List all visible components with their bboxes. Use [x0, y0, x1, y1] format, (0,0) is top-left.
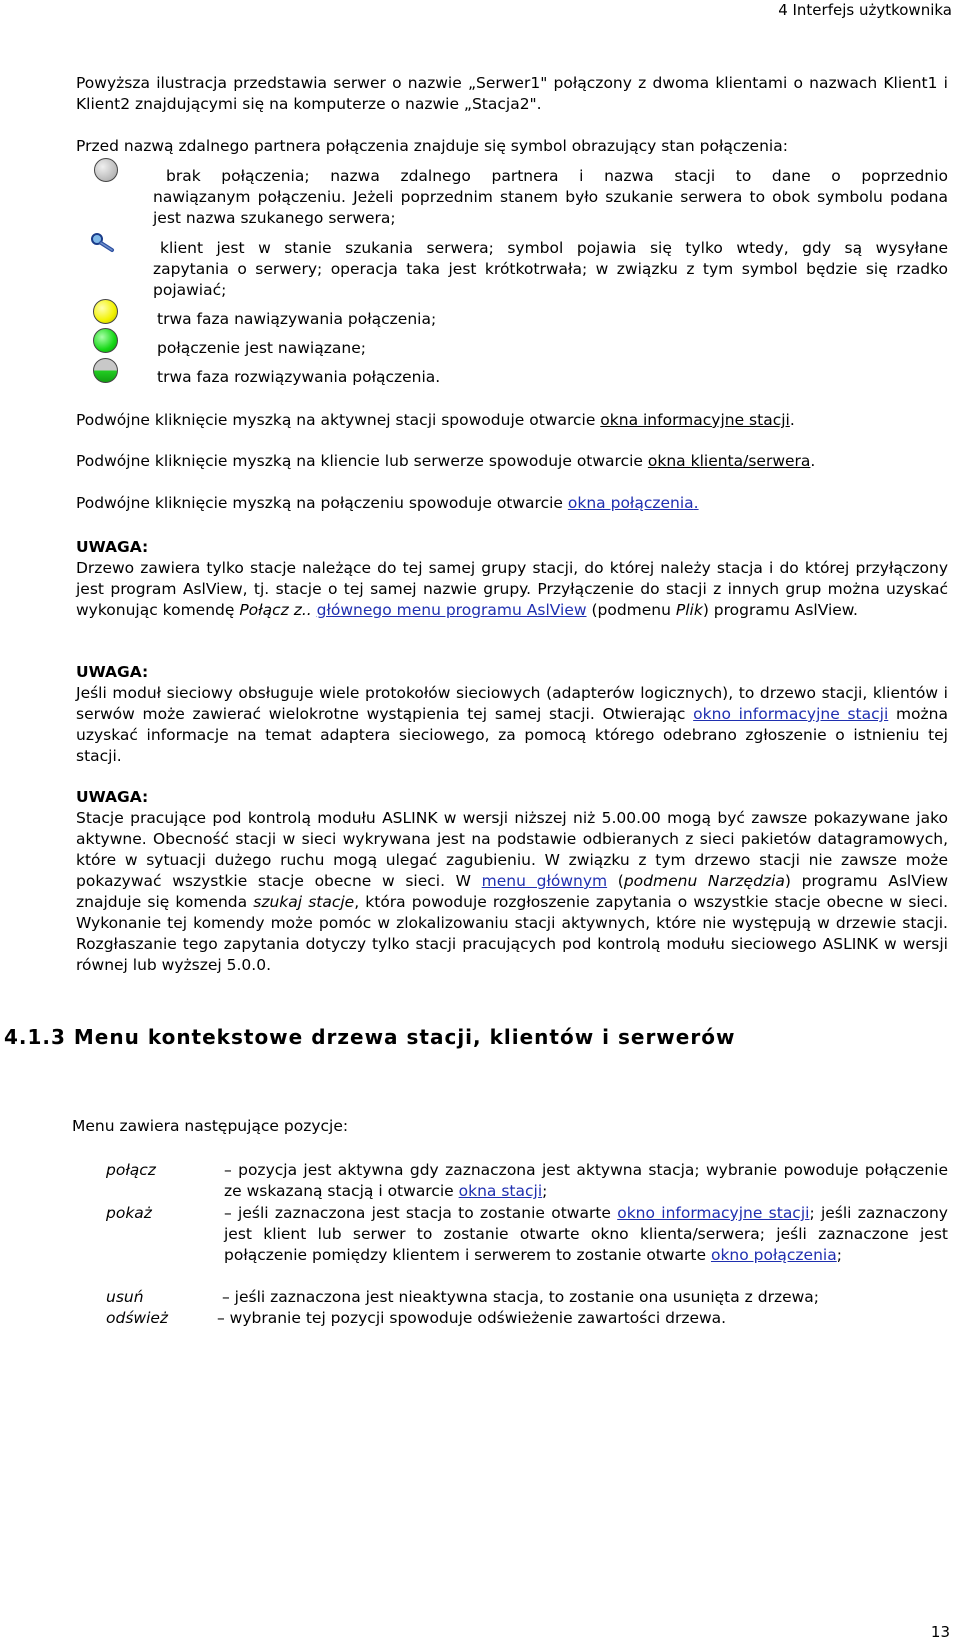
warning-2-paragraph — [76, 683, 948, 767]
dblclick-station-text: Podwójne kliknięcie myszką na aktywnej stacji spowoduje otwarcie — [76, 411, 601, 429]
warning-label-1: UWAGA: — [76, 538, 149, 556]
menu-desc-show — [224, 1203, 948, 1266]
dblclick-station-paragraph — [76, 410, 948, 431]
green-circle-icon — [93, 328, 118, 353]
chapter-header: 4 Interfejs użytkownika — [778, 1, 952, 19]
main-menu-link[interactable]: głównego menu programu AslView — [316, 601, 587, 619]
state-no-connection-line1: brak połączenia; nazwa zdalnego partnera i nazwa stacji to dane o poprzednio — [166, 167, 948, 185]
state-disconnecting: trwa faza rozwiązywania połączenia. — [157, 368, 441, 386]
client-server-link[interactable]: okna klienta/serwera — [647, 452, 811, 470]
state-no-connection-rest: nawiązanym połączeniu. Jeżeli poprzednim stanem było szukanie serwera to obok symbolu podana jest nazwa szukanego serwera; — [153, 188, 948, 227]
station-window-link[interactable]: okna stacji — [458, 1182, 543, 1200]
warning-label-2: UWAGA: — [76, 663, 149, 681]
menu-term-connect: połącz — [106, 1161, 156, 1179]
main-menu-link-2[interactable]: menu głównym — [481, 872, 608, 890]
menu-term-delete: usuń — [106, 1288, 144, 1306]
station-info-link-menu[interactable]: okno informacyjne stacji — [617, 1204, 810, 1222]
menu-term-refresh: odśwież — [106, 1309, 169, 1327]
connection-window-link-menu[interactable]: okno połączenia — [710, 1246, 837, 1264]
connection-window-link[interactable]: okna połączenia — [567, 494, 694, 512]
station-info-link[interactable]: okna informacyjne stacji — [600, 411, 790, 429]
menu-desc-show-text-b: ; jeśli zaznaczony jest klient lub serwer to zostanie otwarte okno klienta/serwera; jeśli zaznaczone jest połączenie pomiędzy klientem i serwerem to zostanie otwarte — [224, 1204, 948, 1264]
warning-2-text: Jeśli moduł sieciowy obsługuje wiele protokołów sieciowych (adapterów logicznych), to drzewo stacji, klientów i serwów może zawierać wielokrotne wystąpienia tej samej stacji. Otwierając — [76, 684, 948, 723]
dblclick-connection-suffix: . — [693, 494, 699, 512]
intro-paragraph: Powyższa ilustracja przedstawia serwer o nazwie „Serwer1" połączony z dwoma klientami o nazwach Klient1 i Klient2 znajdującymi się na komputerze o nazwie „Stacja2". — [76, 74, 948, 113]
gray-circle-icon — [94, 158, 118, 182]
file-submenu: Plik — [675, 601, 703, 619]
dblclick-client-paragraph — [76, 451, 948, 472]
menu-desc-delete: – jeśli zaznaczona jest nieaktywna stacja, to zostanie ona usunięta z drzewa; — [222, 1288, 820, 1306]
station-info-window-link[interactable]: okno informacyjne stacji — [693, 705, 889, 723]
tools-submenu: podmenu Narzędzia — [623, 872, 785, 890]
state-searching-line1: klient jest w stanie szukania serwera; symbol pojawia się tylko wtedy, gdy są wysyłane — [160, 239, 948, 257]
warning-3-paragraph — [76, 808, 948, 976]
state-connecting: trwa faza nawiązywania połączenia; — [157, 310, 437, 328]
menu-desc-connect — [224, 1160, 948, 1202]
warning-3-text: Stacje pracujące pod kontrolą modułu ASLINK w wersji niższej niż 5.00.00 mogą być zawsze pokazywane jako aktywne. Obecność stacji w sieci wykrywana jest na podstawie odbieranych z sieci pakietów datagramowych, które w sytuacji dużego ruchu mogą ulegać zagubieniu. W związku z tym drzewo stacji nie zawsze może pokazywać wszystkie stacje obecne w sieci. W — [76, 809, 948, 890]
section-title: 4.1.3 Menu kontekstowe drzewa stacji, klientów i serwerów — [4, 1025, 736, 1049]
warning-label-3: UWAGA: — [76, 788, 149, 806]
magnifier-icon — [90, 232, 116, 254]
warning-1-text-b: (podmenu — [591, 601, 676, 619]
menu-desc-connect-end: ; — [542, 1182, 548, 1200]
menu-desc-show-end: ; — [836, 1246, 842, 1264]
menu-term-show: pokaż — [106, 1204, 152, 1222]
state-intro-paragraph: Przed nazwą zdalnego partnera połączenia znajduje się symbol obrazujący stan połączenia: — [76, 137, 788, 155]
menu-desc-show-text: – jeśli zaznaczona jest stacja to zostanie otwarte — [224, 1204, 618, 1222]
dblclick-connection-text: Podwójne kliknięcie myszką na połączeniu spowoduje otwarcie — [76, 494, 568, 512]
menu-desc-connect-text: – pozycja jest aktywna gdy zaznaczona jest aktywna stacja; wybranie powoduje połączenie ze wskazaną stacją i otwarcie — [224, 1161, 948, 1200]
warning-1-text-c: ) programu AslView. — [702, 601, 858, 619]
warning-1-text: Drzewo zawiera tylko stacje należące do tej samej grupy stacji, do której należy stacja i do której przyłączony jest program AslView, tj. stacje o tej samej nazwie grupy. Przyłączenie do stacji z innych grup można uzyskać wykonując komendę — [76, 559, 948, 619]
connect-command: Połącz z.. — [239, 601, 312, 619]
state-connected: połączenie jest nawiązane; — [157, 339, 366, 357]
warning-1-paragraph — [76, 558, 948, 621]
yellow-circle-icon — [93, 299, 118, 324]
warning-2-text-b: można uzyskać informacje na temat adaptera sieciowego, za pomocą którego odebrano zgłoszenie o istnieniu tej stacji. — [76, 705, 948, 765]
dblclick-client-text: Podwójne kliknięcie myszką na kliencie lub serwerze spowoduje otwarcie — [76, 452, 648, 470]
state-searching-rest: zapytania o serwery; operacja taka jest krótkotrwała; w związku z tym symbol będzie się rzadko pojawiać; — [153, 260, 948, 299]
dblclick-client-suffix: . — [810, 452, 816, 470]
menu-intro: Menu zawiera następujące pozycje: — [72, 1117, 349, 1135]
menu-desc-refresh: – wybranie tej pozycji spowoduje odświeżenie zawartości drzewa. — [217, 1309, 727, 1327]
page-number: 13 — [930, 1623, 950, 1641]
search-stations-command: szukaj stacje — [253, 893, 355, 911]
half-green-circle-icon — [93, 358, 118, 383]
dblclick-station-suffix: . — [789, 411, 795, 429]
warning-3-text-d: , która powoduje rozgłoszenie zapytania o wszystkie stacje obecne w sieci. Wykonanie tej komendy może pomóc w zlokalizowaniu stacji aktywnych, które nie występują w drzewie stacji. Rozgłaszanie tego zapytania dotyczy tylko stacji pracujących pod kontrolą modułu sieciowego ASLINK w wersji równej lub wyższej 5.0.0. — [76, 893, 949, 974]
warning-3-text-b: ( — [607, 872, 624, 890]
dblclick-connection-paragraph — [76, 493, 948, 514]
warning-3-text-c: ) programu AslView znajduje się komenda — [76, 872, 948, 911]
